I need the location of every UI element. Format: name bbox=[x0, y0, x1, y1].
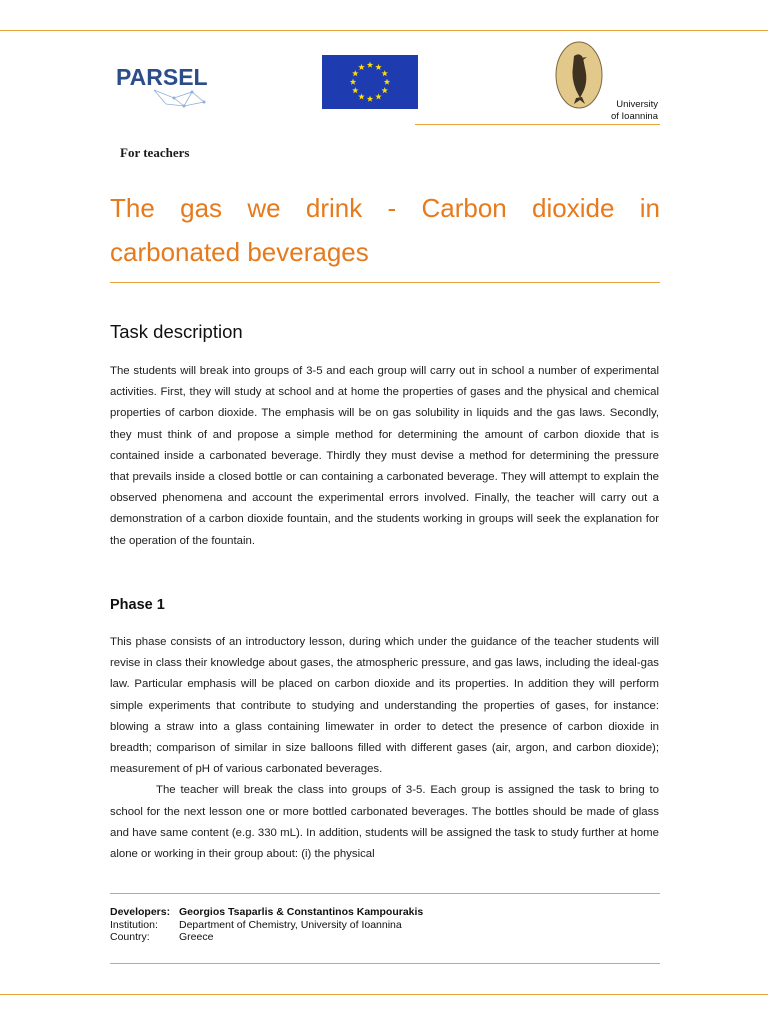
eu-star-icon bbox=[352, 87, 358, 93]
phase-1-heading: Phase 1 bbox=[110, 597, 165, 613]
eu-flag-logo bbox=[322, 55, 418, 109]
country-value: Greece bbox=[179, 931, 214, 943]
phase-1-text bbox=[110, 632, 659, 865]
university-line-1: University bbox=[616, 99, 658, 110]
footer-top-rule bbox=[110, 893, 660, 894]
university-emblem bbox=[554, 40, 604, 110]
developers-row bbox=[110, 906, 423, 919]
header-rule bbox=[415, 124, 660, 125]
eu-star-icon bbox=[375, 64, 381, 70]
title-rule bbox=[110, 282, 660, 283]
institution-row bbox=[110, 919, 423, 932]
bottom-border-rule bbox=[0, 994, 768, 995]
eu-star-icon bbox=[358, 64, 364, 70]
developers-value: Georgios Tsaparlis & Constantinos Kampourakis bbox=[179, 906, 424, 918]
parsel-logo bbox=[114, 62, 210, 110]
developers-label: Developers: bbox=[110, 906, 171, 918]
university-caption bbox=[611, 99, 658, 123]
eu-star-icon bbox=[367, 62, 373, 68]
document-title: The gas we drink - Carbon dioxide in carbonated beverages bbox=[110, 193, 660, 267]
country-label: Country: bbox=[110, 931, 150, 943]
credits-footer bbox=[110, 906, 423, 944]
eu-stars-icon bbox=[322, 55, 418, 109]
eu-star-icon bbox=[384, 79, 390, 85]
eu-star-icon bbox=[358, 93, 364, 99]
institution-label: Institution: bbox=[110, 918, 158, 931]
task-description-text bbox=[110, 361, 659, 552]
institution-value: Department of Chemistry, University of Ioannina bbox=[179, 918, 402, 931]
eu-star-icon bbox=[367, 96, 373, 102]
eu-star-icon bbox=[375, 93, 381, 99]
university-line-2: of Ioannina bbox=[610, 111, 658, 122]
task-description-heading: Task description bbox=[110, 321, 243, 342]
eu-star-icon bbox=[350, 79, 356, 85]
phase-paragraph-2: The teacher will break the class into groups of 3-5. Each group is assigned the task to bring to school for the next lesson one or more bottled carbonated beverages. The bottles should be made of glass and have same content (e.g. 330 mL). In addition, students will be assigned the task to study further at home alone or working in their group about: (i) the physical bbox=[110, 784, 659, 861]
audience-label: For teachers bbox=[120, 145, 190, 160]
eu-star-icon bbox=[381, 87, 387, 93]
top-border-rule bbox=[0, 30, 768, 31]
country-row bbox=[110, 931, 423, 944]
phase-paragraph-1: This phase consists of an introductory lesson, during which under the guidance of the teacher students will revise in class their knowledge about gases, the atmospheric pressure, and gas laws, including the ideal-gas law. Particular emphasis will be placed on carbon dioxide and its properties. In addition they will perform simple experiments that contribute to studying and understanding the properties of gases, for instance: blowing a straw into a glass containing limewater in order to detect the presence of carbon dioxide in breadth; comparison of similar in size balloons filled with different gases (air, argon, and carbon dioxide); measurement of pH of various carbonated beverages. bbox=[110, 636, 659, 776]
parsel-logo-text: PARSEL bbox=[116, 64, 208, 90]
eu-star-icon bbox=[352, 70, 358, 76]
footer-bottom-rule bbox=[110, 963, 660, 964]
task-paragraph: The students will break into groups of 3-5 and each group will carry out in school a number of experimental activities. First, they will study at school and at home the properties of gases and the physical and chemical properties of carbon dioxide. The emphasis will be on gas solubility in liquids and the gas laws. Secondly, they must think of and propose a simple method for determining the amount of carbon dioxide that is contained inside a carbonated beverage. Thirdly they must devise a method for determining the pressure that prevails inside a closed bottle or can containing a carbonated beverage. They will attempt to explain the observed phenomena and account the experimental errors involved. Finally, the teacher will carry out a demonstration of a carbon dioxide fountain, and the students working in groups will seek the explanation for the operation of the fountain. bbox=[110, 365, 659, 547]
eu-star-icon bbox=[381, 70, 387, 76]
